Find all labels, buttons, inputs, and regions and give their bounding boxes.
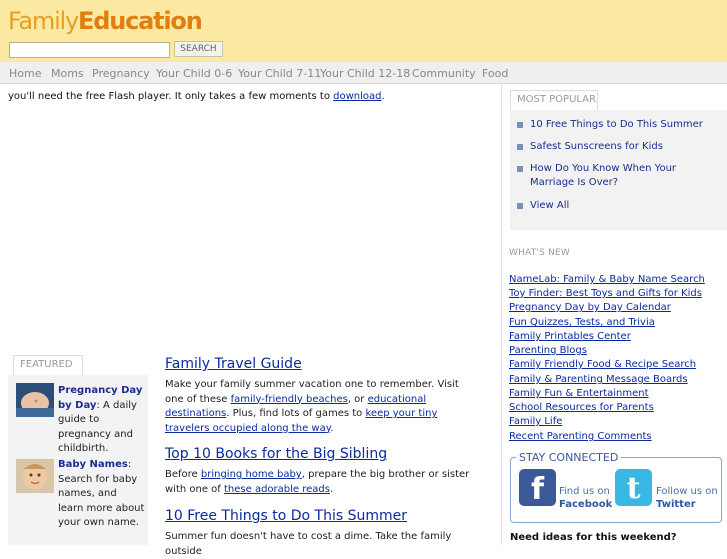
story-title-free-things[interactable]: 10 Free Things to Do This Summer [165,508,408,524]
featured-pregnancy-link[interactable]: Pregnancy Day by Day [58,385,143,411]
whats-new-link[interactable]: Pregnancy Day by Day Calendar [509,302,671,313]
search-button[interactable]: SEARCH [174,41,223,57]
story-body-books: Before bringing home baby, prepare the big brother or sister with one of these adorable reads. [165,469,470,495]
whats-new-link[interactable]: Family Fun & Entertainment [509,388,649,399]
popular-item[interactable]: 10 Free Things to Do This Summer [530,119,703,130]
whats-new-link[interactable]: Fun Quizzes, Tests, and Trivia [509,317,655,328]
twitter-icon[interactable]: t [615,469,652,506]
featured-baby-names-link[interactable]: Baby Names [58,459,128,470]
whats-new-title: WHAT'S NEW [509,248,570,258]
baby-names-thumbnail[interactable] [16,459,54,493]
download-link[interactable]: download [333,91,382,102]
bullet-icon [517,166,523,172]
featured-title: FEATURED [13,355,83,375]
bullet-icon [517,203,523,209]
story-body-free-things: Summer fun doesn't have to cost a dime. Take the family outside [165,531,452,557]
facebook-link[interactable]: Find us on Facebook [559,486,613,510]
whats-new-link[interactable]: Family & Parenting Message Boards [509,374,688,385]
nav-item-moms[interactable]: Moms [51,67,84,80]
whats-new-link[interactable]: Recent Parenting Comments [509,431,652,442]
nav-item-child-12-18[interactable]: Your Child 12-18 [320,67,411,80]
destinations-link[interactable]: educational destinations [165,393,427,419]
column-divider [501,84,502,545]
whats-new-link[interactable]: Family Printables Center [509,331,631,342]
whats-new-link[interactable]: School Resources for Parents [509,402,654,413]
travelers-link[interactable]: keep your tiny travelers occupied along the way [165,408,438,434]
nav-item-child-7-11[interactable]: Your Child 7-11 [238,67,322,80]
nav-item-community[interactable]: Community [412,67,476,80]
main-nav [0,62,727,84]
popular-view-all[interactable]: View All [530,200,570,211]
popular-item[interactable]: How Do You Know When Your Marriage Is Over? [530,163,677,188]
popular-item[interactable]: Safest Sunscreens for Kids [530,141,663,152]
site-header [0,0,727,62]
most-popular-title: MOST POPULAR [510,90,598,110]
reads-link[interactable]: these adorable reads [224,483,330,495]
whats-new-link[interactable]: Family Life [509,416,563,427]
stay-connected-title: STAY CONNECTED [516,451,621,464]
story-title-travel[interactable]: Family Travel Guide [165,356,302,372]
featured-item-pregnancy: Pregnancy Day by Day: A daily guide to pregnancy and childbirth. [58,385,143,454]
pregnancy-thumbnail[interactable] [16,383,54,417]
nav-item-pregnancy[interactable]: Pregnancy [92,67,150,80]
search-input[interactable] [9,42,170,58]
twitter-link[interactable]: Follow us on Twitter [656,486,718,510]
whats-new-link[interactable]: Family Friendly Food & Recipe Search [509,359,697,370]
story-title-books[interactable]: Top 10 Books for the Big Sibling [165,446,388,462]
whats-new-link[interactable]: NameLab: Family & Baby Name Search [509,274,705,285]
story-body-travel: Make your family summer vacation one to remember. Visit one of these family-friendly beaches, or educational destinations. Plus, find lots of games to keep your tiny travelers occupied along the way. [165,379,459,434]
bullet-icon [517,122,523,128]
nav-item-food[interactable]: Food [482,67,509,80]
whats-new-link[interactable]: Parenting Blogs [509,345,587,356]
bullet-icon [517,144,523,150]
beaches-link[interactable]: family-friendly beaches [230,393,348,405]
featured-item-baby-names: Baby Names: Search for baby names, and learn more about your own name. [58,459,145,528]
nav-item-home[interactable]: Home [9,67,42,80]
baby-home-link[interactable]: bringing home baby [200,469,302,480]
site-logo[interactable]: FamilyEducation [8,7,202,35]
flash-notice: you'll need the free Flash player. It only takes a few moments to download. [8,91,385,102]
whats-new-link[interactable]: Toy Finder: Best Toys and Gifts for Kids [509,288,702,299]
facebook-icon[interactable]: f [519,469,556,506]
nav-item-child-0-6[interactable]: Your Child 0-6 [156,67,233,80]
weekend-ideas-heading: Need ideas for this weekend? [510,532,677,543]
